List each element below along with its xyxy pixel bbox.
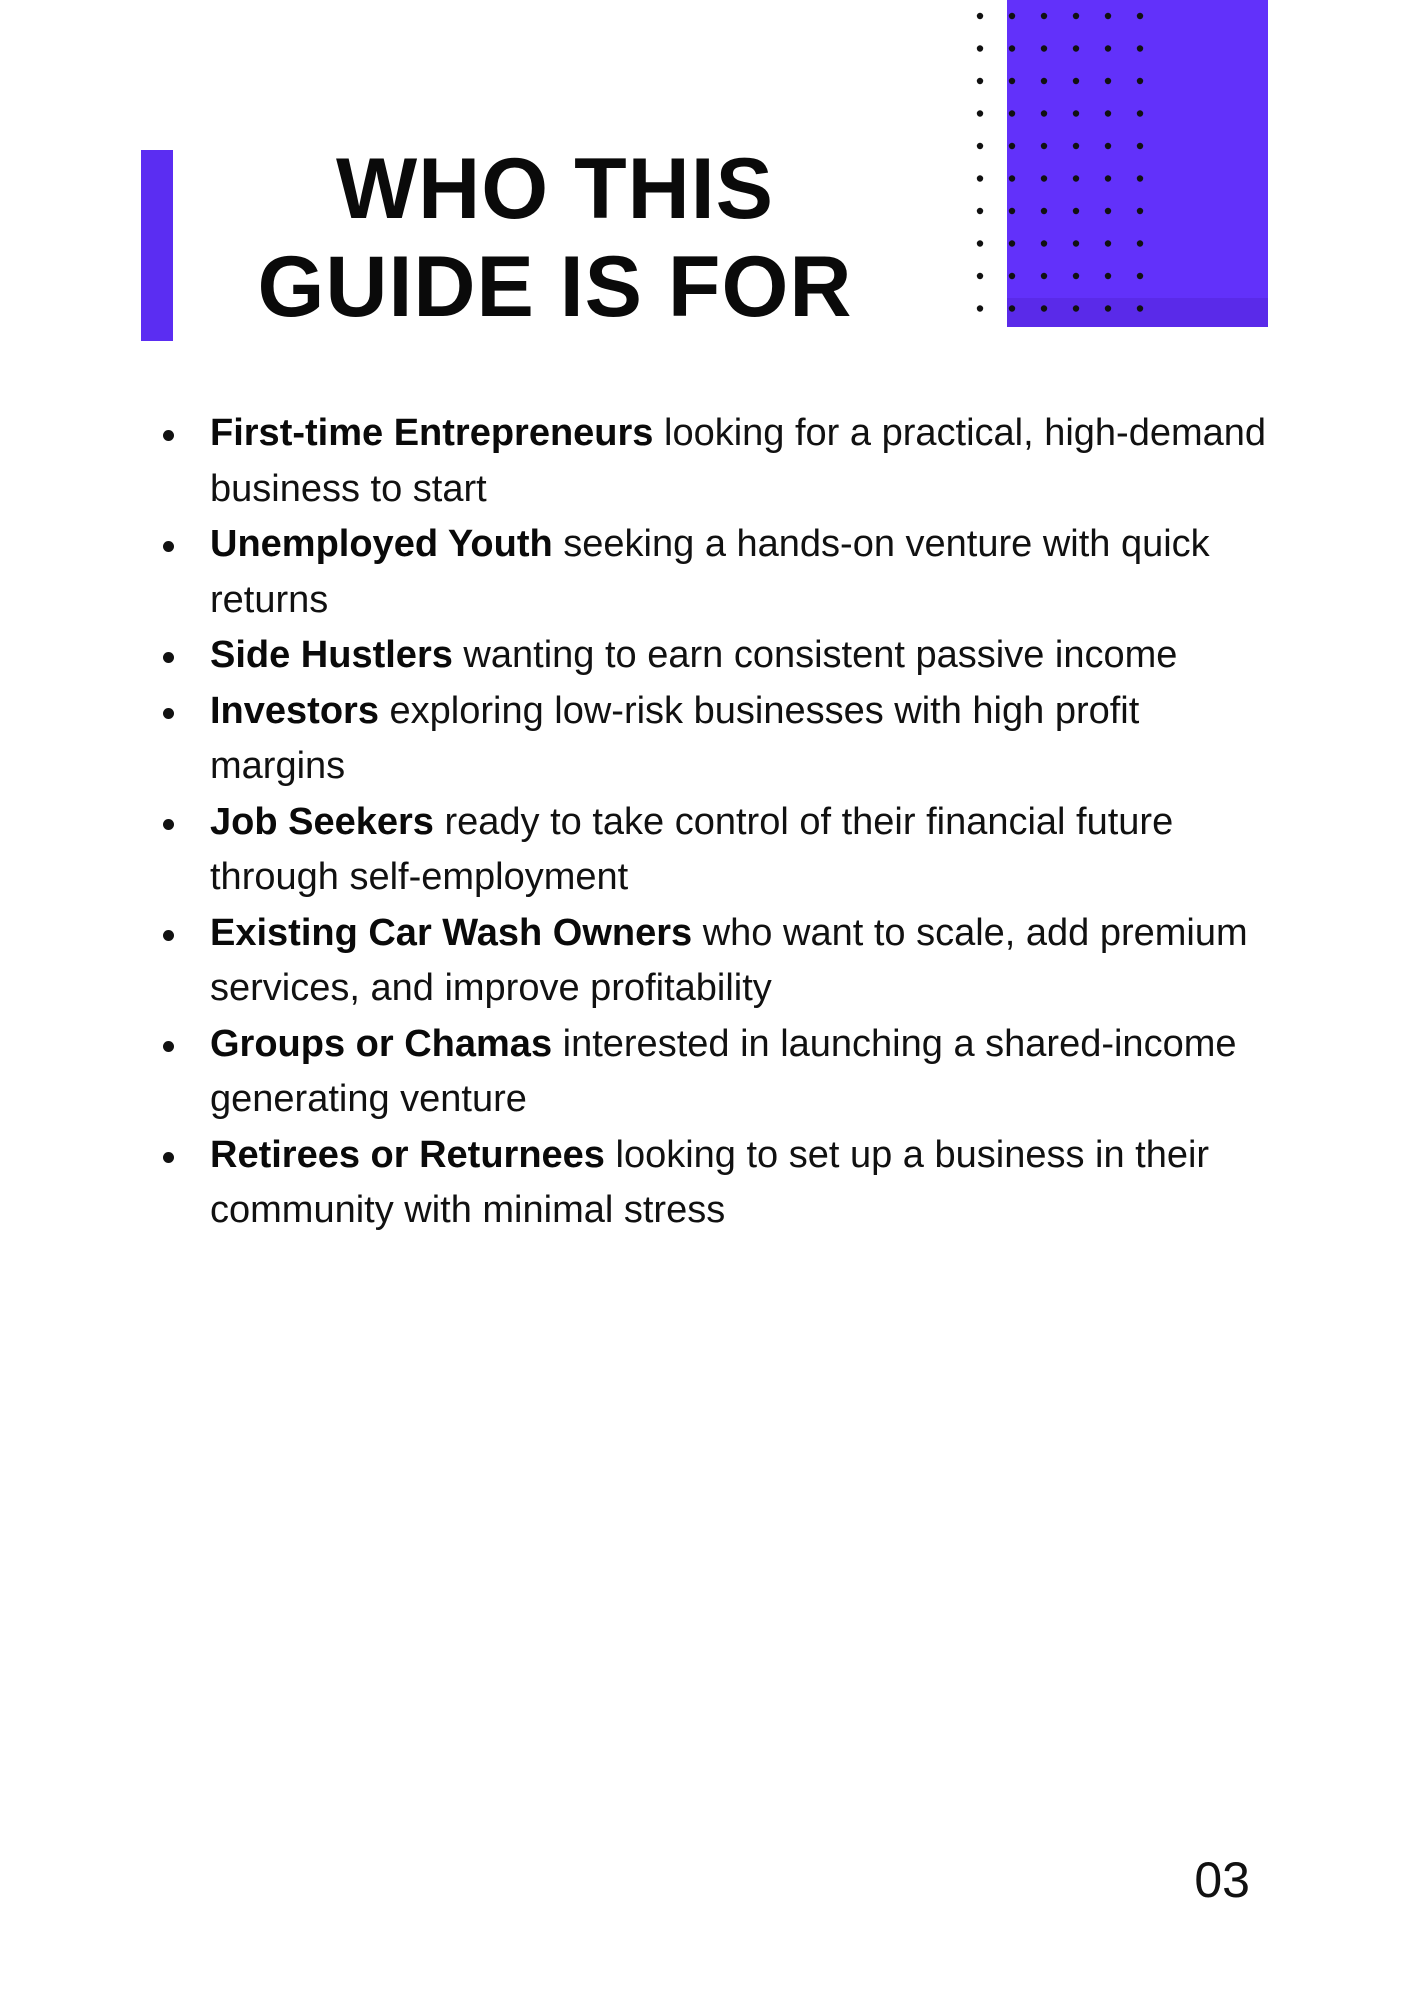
page-number: 03 [1194,1852,1250,1908]
list-item [160,406,1280,517]
list-item-heading: Unemployed Youth [210,523,553,565]
decorative-dot [1105,273,1111,279]
decorative-dot [1041,305,1047,311]
decorative-dot [1009,78,1015,84]
list-item [160,517,1280,628]
list-item-text: looking for a practical, high-demand business to start [210,412,1267,510]
bullet-icon [163,430,174,441]
decorative-dot [977,13,983,19]
decorative-dot [1137,45,1143,51]
bullet-icon [163,708,174,719]
decorative-dot [1073,208,1079,214]
bullet-icon [163,819,174,830]
decorative-dot-grid [970,0,1150,320]
audience-list [160,406,1280,1239]
decorative-dot [1137,208,1143,214]
bullet-icon [163,1041,174,1052]
decorative-dot [1137,305,1143,311]
list-item [160,628,1280,684]
list-item-heading: Retirees or Returnees [210,1133,605,1176]
bullet-icon [163,1152,174,1163]
decorative-dot [1041,240,1047,246]
decorative-dot [977,143,983,149]
decorative-dot [1073,305,1079,311]
list-item-heading: Investors [210,689,379,732]
decorative-dot [1137,273,1143,279]
decorative-dot [1009,305,1015,311]
title-line-1: WHO THIS [336,141,774,237]
decorative-dot [1009,13,1015,19]
bullet-icon [163,541,174,552]
decorative-dot [1073,273,1079,279]
decorative-dot [977,45,983,51]
decorative-dot [977,110,983,116]
decorative-dot [1041,45,1047,51]
title-accent-bar [141,150,173,341]
bullet-icon [163,652,174,663]
list-item-text: looking to set up a business in their community with minimal stress [210,1133,1210,1231]
bullet-icon [163,930,174,941]
decorative-dot [1105,305,1111,311]
list-item-text: wanting to earn consistent passive income [452,634,1178,676]
decorative-dot [1041,13,1047,19]
decorative-dot [1073,143,1079,149]
decorative-dot [1073,110,1079,116]
decorative-dot [1009,110,1015,116]
decorative-dot [1073,175,1079,181]
decorative-dot [1041,78,1047,84]
list-item [160,684,1280,795]
decorative-dot [1041,273,1047,279]
list-item [160,1017,1280,1128]
decorative-dot [1009,273,1015,279]
decorative-dot [1105,208,1111,214]
list-item-text: ready to take control of their financial future through self-employment [210,800,1174,898]
decorative-dot [1105,13,1111,19]
list-item-heading: Side Hustlers [210,634,453,676]
list-item-heading: Existing Car Wash Owners [210,911,693,954]
decorative-dot [1009,143,1015,149]
list-item-heading: First-time Entrepreneurs [210,412,654,454]
list-item-text: seeking a hands-on venture with quick returns [210,523,1210,621]
decorative-dot [1041,175,1047,181]
decorative-dot [977,175,983,181]
decorative-dot [1137,13,1143,19]
list-item-text: interested in launching a shared-income generating venture [210,1022,1237,1120]
list-item-text: who want to scale, add premium services, and improve profitability [210,911,1248,1009]
decorative-dot [1137,110,1143,116]
list-item [160,795,1280,906]
decorative-dot [1105,78,1111,84]
decorative-dot [1137,175,1143,181]
title-line-2: GUIDE IS FOR [257,239,853,335]
decorative-dot [1073,240,1079,246]
list-item [160,906,1280,1017]
decorative-dot [1073,45,1079,51]
list-item [160,1128,1280,1239]
page-title [200,140,910,336]
list-item-heading: Groups or Chamas [210,1022,553,1065]
list-item-text: exploring low-risk businesses with high profit margins [210,689,1140,787]
decorative-dot [1041,143,1047,149]
decorative-dot [1137,240,1143,246]
decorative-dot [1137,78,1143,84]
decorative-dot [1105,175,1111,181]
decorative-dot [1009,240,1015,246]
decorative-dot [1105,240,1111,246]
decorative-dot [1137,143,1143,149]
decorative-dot [977,240,983,246]
decorative-dot [1073,13,1079,19]
list-item-heading: Job Seekers [210,800,434,843]
decorative-dot [1105,110,1111,116]
decorative-dot [977,305,983,311]
decorative-dot [1009,208,1015,214]
decorative-dot [1009,175,1015,181]
decorative-dot [1105,45,1111,51]
decorative-dot [977,208,983,214]
decorative-dot [1041,208,1047,214]
decorative-dot [977,273,983,279]
decorative-dot [977,78,983,84]
decorative-dot [1105,143,1111,149]
decorative-dot [1041,110,1047,116]
decorative-dot [1073,78,1079,84]
decorative-dot [1009,45,1015,51]
